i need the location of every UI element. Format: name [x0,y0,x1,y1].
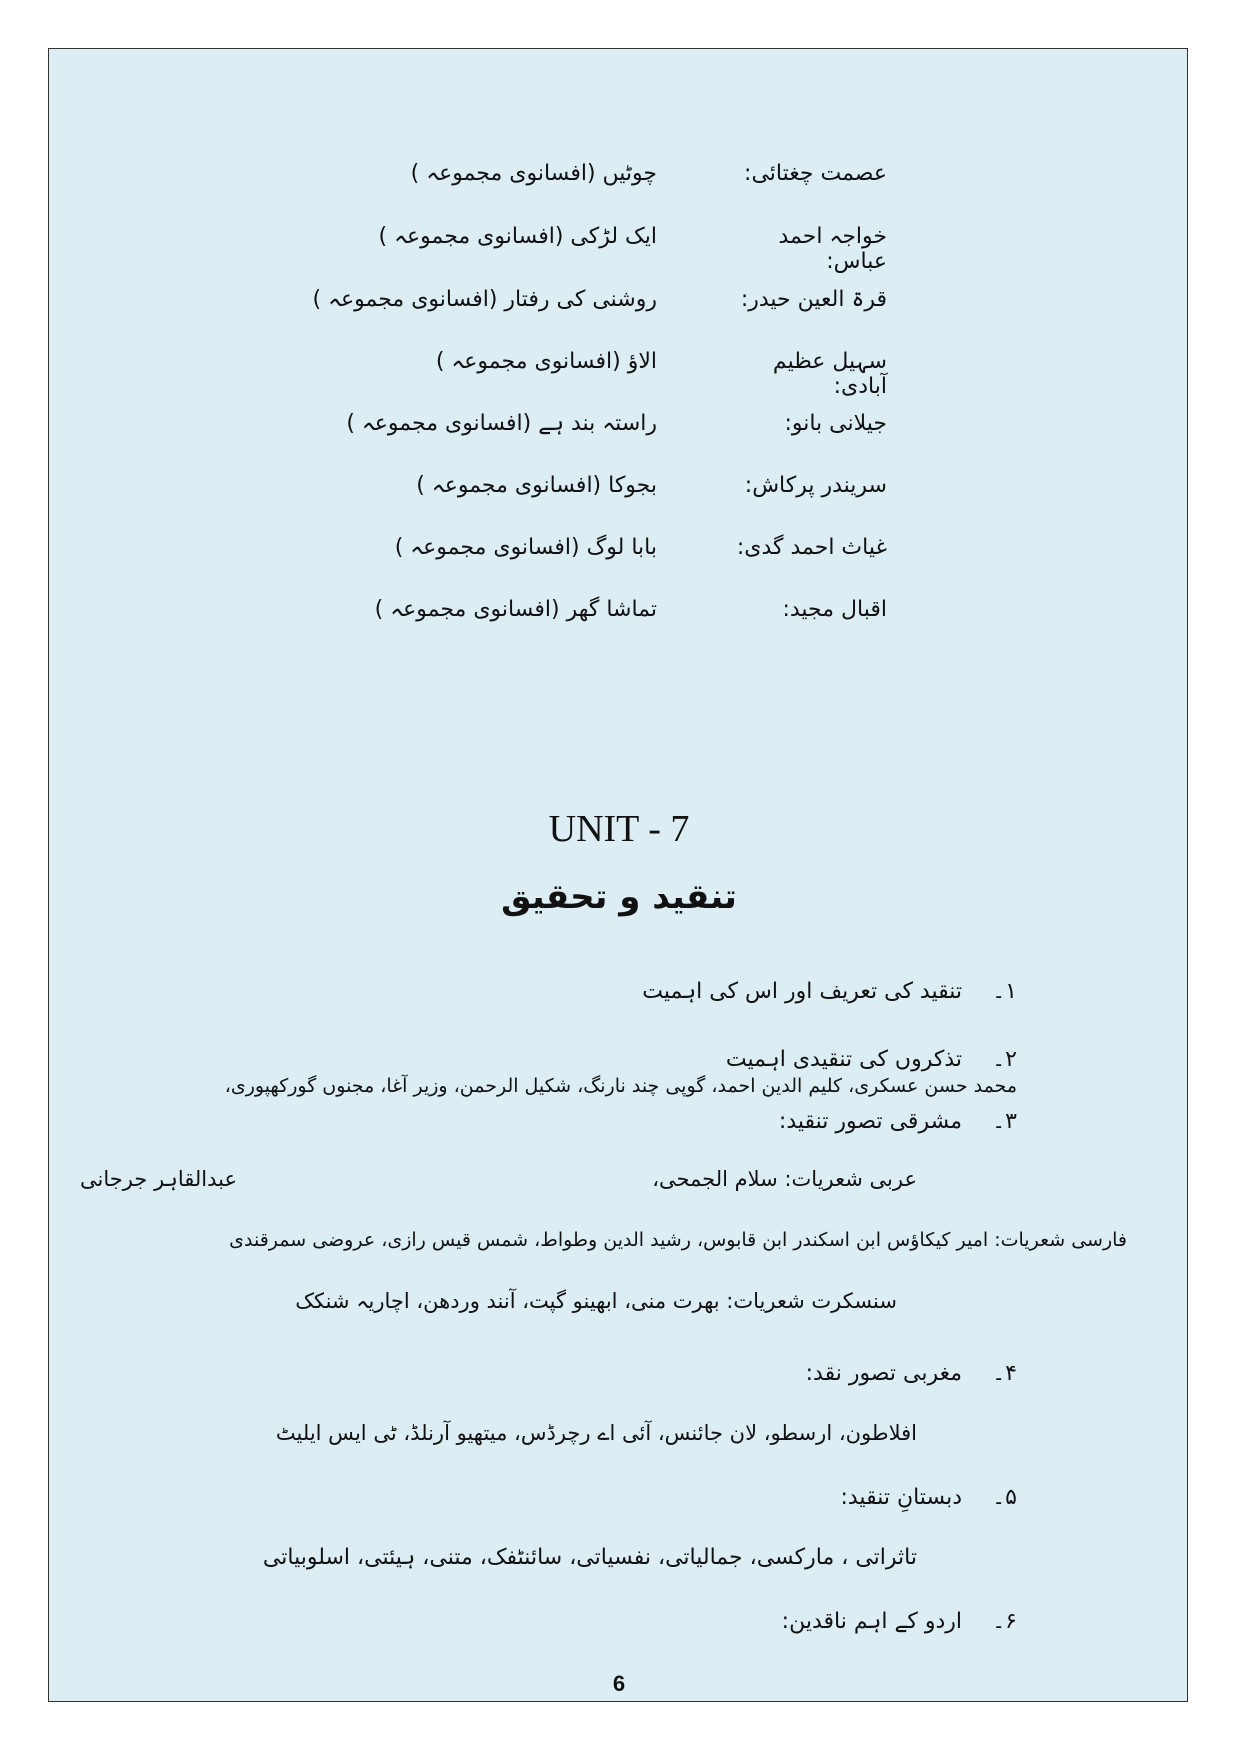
topic-item [806,1361,1017,1386]
author-work: الاؤ (افسانوی مجموعہ ) [435,349,657,374]
page-frame [48,48,1188,1702]
topic-number: ۶۔ [992,1609,1017,1634]
topic-text: دبستانِ تنقید: [840,1485,962,1510]
author-name: قرۃ العین حیدر: [740,287,887,312]
topic-item [779,1109,1017,1134]
author-row [87,349,887,399]
author-name: جیلانی بانو: [784,411,887,436]
unit-subtitle: تنقید و تحقیق [501,877,737,917]
critics-line: محمد حسن عسکری، کلیم الدین احمد، گوپی چند نارنگ، شکیل الرحمن، وزیر آغا، مجنوں گورکھپوری، [224,1075,1017,1097]
author-row [87,597,887,637]
topic-text: تذکروں کی تنقیدی اہمیت [725,1047,962,1072]
author-work: چوٹیں (افسانوی مجموعہ ) [410,161,657,186]
author-name: اقبال مجید: [782,597,887,622]
persian-poetics: فارسی شعریات: امیر کیکاؤس ابن اسکندر ابن قابوس، رشید الدین وطواط، شمس قیس رازی، عروضی سمرقندی [229,1229,1127,1251]
author-name: خواجہ احمد عباس: [778,224,887,274]
author-work: بجوکا (افسانوی مجموعہ ) [416,473,657,498]
author-row [87,535,887,575]
author-name: سریندر پرکاش: [744,473,887,498]
author-name: غیاث احمد گدی: [736,535,887,560]
author-work: روشنی کی رفتار (افسانوی مجموعہ ) [312,287,657,312]
topic-text: مغربی تصور نقد: [805,1361,962,1386]
topic-number: ۳۔ [992,1109,1017,1134]
western-critics: افلاطون، ارسطو، لان جائنس، آئی اے رچرڈس، میتھیو آرنلڈ، ٹی ایس ایلیٹ [275,1421,917,1445]
author-work: ایک لڑکی (افسانوی مجموعہ ) [378,224,657,249]
author-row [87,161,887,201]
topic-item [726,1047,1017,1072]
topic-item [782,1609,1017,1634]
arabic-poetics-right: عبدالقاہر جرجانی [79,1167,237,1191]
author-name: عصمت چغتائی: [744,161,887,186]
page-number: 6 [612,1671,626,1696]
critical-schools: تاثراتی ، مارکسی، جمالیاتی، نفسیاتی، سائنٹفک، متنی، ہیئتی، اسلوبیاتی [262,1545,917,1570]
topic-item [840,1485,1017,1510]
topic-text: اردو کے اہم ناقدین: [781,1609,962,1634]
author-row [87,411,887,451]
topic-text: مشرقی تصور تنقید: [778,1109,962,1134]
topic-number: ۴۔ [992,1361,1017,1386]
topic-number: ۵۔ [992,1485,1017,1510]
author-work: راستہ بند ہے (افسانوی مجموعہ ) [346,411,657,436]
author-work: تماشا گھر (افسانوی مجموعہ ) [374,597,657,622]
sanskrit-poetics: سنسکرت شعریات: بھرت منی، ابھینو گپت، آنند وردھن، اچاریہ شنکک [295,1289,897,1313]
author-name: سہیل عظیم آبادی: [772,349,887,399]
topic-number: ۱۔ [992,979,1017,1004]
author-work: بابا لوگ (افسانوی مجموعہ ) [394,535,657,560]
author-row [87,224,887,274]
author-row [87,287,887,327]
arabic-poetics: عربی شعریات: سلام الجمحی، [652,1167,917,1191]
topic-item [642,979,1017,1004]
unit-title: UNIT - 7 [548,808,690,850]
topic-number: ۲۔ [992,1047,1017,1072]
topic-text: تنقید کی تعریف اور اس کی اہمیت [642,979,962,1004]
author-row [87,473,887,513]
